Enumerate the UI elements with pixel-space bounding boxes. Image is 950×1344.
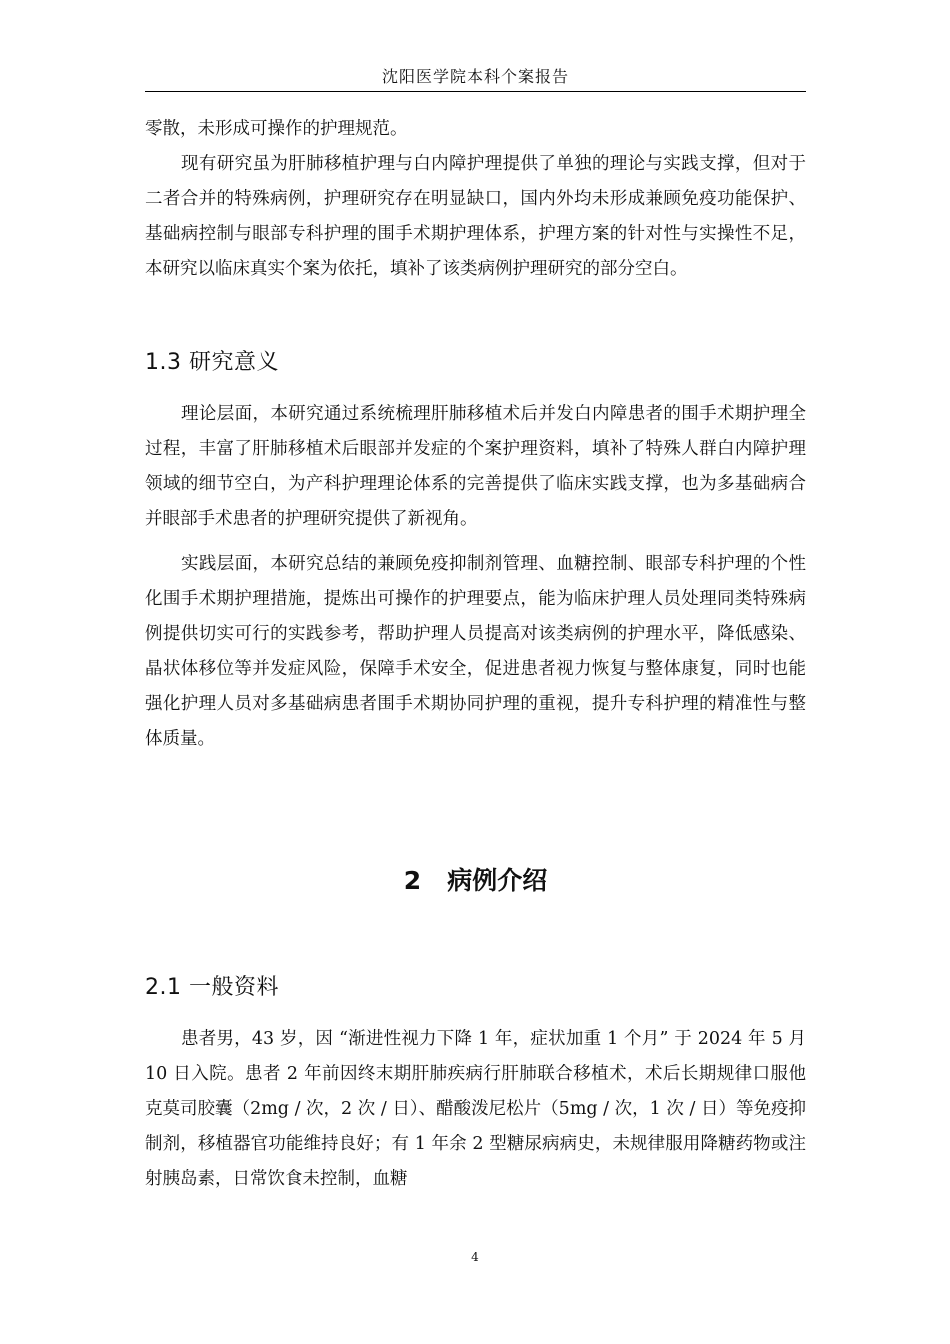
theory-paragraph: 理论层面，本研究通过系统梳理肝肺移植术后并发白内障患者的围手术期护理全过程，丰富了肝肺移植术后眼部并发症的个案护理资料，填补了特殊人群白内障护理领域的细节空白，为产科护理理论体系的完善提供了临床实践支撑，也为多基础病合并眼部手术患者的护理研究提供了新视角。 — [145, 404, 806, 529]
page-number: 4 — [471, 1250, 479, 1264]
continuation-paragraph: 零散，未形成可操作的护理规范。 — [145, 119, 408, 139]
header-rule — [145, 91, 806, 92]
section-heading-1-3: 1.3 研究意义 — [145, 350, 279, 375]
chapter-heading-2 — [145, 864, 806, 898]
practice-paragraph: 实践层面，本研究总结的兼顾免疫抑制剂管理、血糖控制、眼部专科护理的个性化围手术期护理措施，提炼出可操作的护理要点，能为临床护理人员处理同类特殊病例提供切实可行的实践参考，帮助护理人员提高对该类病例的护理水平，降低感染、晶状体移位等并发症风险，保障手术安全，促进患者视力恢复与整体康复，同时也能强化护理人员对多基础病患者围手术期协同护理的重视，提升专科护理的精准性与整体质量。 — [145, 554, 806, 749]
section-heading-2-1: 2.1 一般资料 — [145, 975, 279, 1000]
chapter-title: 病例介绍 — [447, 866, 548, 895]
chapter-number: 2 — [403, 866, 422, 895]
research-gap-paragraph: 现有研究虽为肝肺移植护理与白内障护理提供了单独的理论与实践支撑，但对于二者合并的特殊病例，护理研究存在明显缺口，国内外均未形成兼顾免疫功能保护、基础病控制与眼部专科护理的围手术期护理体系，护理方案的针对性与实操性不足，本研究以临床真实个案为依托，填补了该类病例护理研究的部分空白。 — [145, 154, 806, 279]
running-header: 沈阳医学院本科个案报告 — [381, 67, 569, 86]
case-paragraph: 患者男，43 岁，因 “渐进性视力下降 1 年，症状加重 1 个月” 于 2024 年 5 月 10 日入院。患者 2 年前因终末期肝肺疾病行肝肺联合移植术，术后长期规律口服他克莫司胶囊（2mg / 次，2 次 / 日）、醋酸泼尼松片（5mg / 次，1 次 / 日）等免疫抑制剂，移植器官功能维持良好；有 1 年余 2 型糖尿病病史，未规律服用降糖药物或注射胰岛素，日常饮食未控制，血糖 — [145, 1029, 806, 1189]
